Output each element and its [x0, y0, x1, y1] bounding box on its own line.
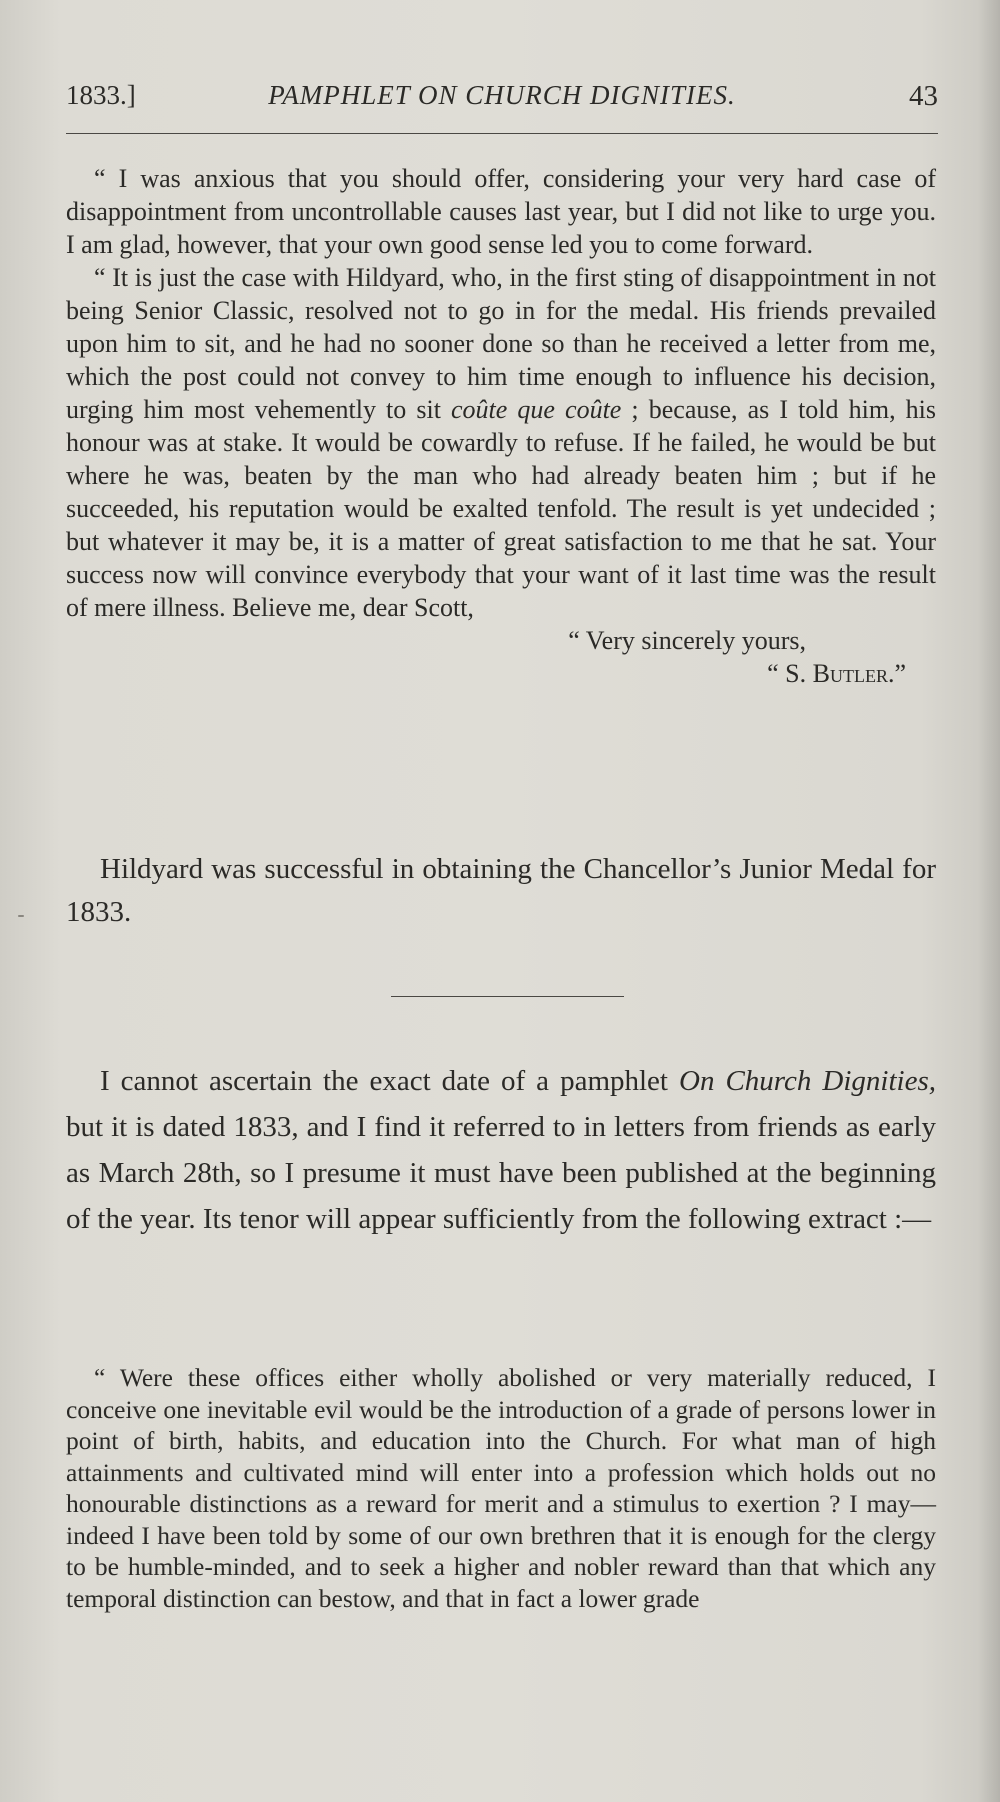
narrative-text-part: I cannot ascertain the exact date of a pamphlet — [100, 1065, 679, 1097]
extract-text: “ Were these offices either wholly abolished or very materially reduced, I conceive one inevitable evil would be the introduction of a grade of persons lower in point of birth, habits, and education into the Church. For what man of high attainments and cultivated mind will enter into a profession which holds out no honourable distinctions as a reward for merit and a stimulus to exertion ? I may—indeed I have been told by some of our own brethren that it is enough for the clergy to be humble-minded, and to seek a higher and nobler reward than that which any temporal distinction can bestow, and that in fact a lower grade — [66, 1363, 936, 1613]
header-date: 1833.] — [66, 80, 136, 110]
pamphlet-title: On Church Dignities, — [679, 1065, 936, 1097]
page-header — [66, 80, 938, 120]
running-head: PAMPHLET ON CHURCH DIGNITIES. — [268, 80, 736, 110]
letter-text: ; because, as I told him, his honour was at stake. It would be cowardly to refuse. If he failed, he would be but where he was, beaten by the man who had already beaten him ; but if he succeeded, his reputation would be exalted tenfold. The result is yet undecided ; but whatever it may be, it is a matter of great satisfaction to me that he sat. Your success now will convince everybody that your want of it last time was the result of mere illness. Believe me, dear Scott, — [66, 395, 936, 622]
page-edge-shadow — [978, 0, 1000, 1802]
letter-italic-phrase: coûte que coûte — [451, 395, 622, 424]
quoted-letter — [66, 162, 936, 690]
page-number: 43 — [909, 80, 938, 112]
letter-paragraph: “ I was anxious that you should offer, considering your very hard case of disappointment from uncontrollable causes last year, but I did not like to urge you. I am glad, however, that your own good sense led you to come forward. — [66, 164, 936, 259]
letter-text: “ It is just the case with Hildyard, who, in the first sting of disappointment in not being Senior Classic, resolved not to go in for the medal. His friends prevailed upon him to sit, and he had no sooner done so than he received a letter from me, which the post could not convey to him time enough to influence his decision, urging him most vehemently to sit — [66, 263, 936, 424]
letter-closing — [66, 624, 936, 690]
letter-paragraph — [66, 261, 936, 624]
narrative-text: Hildyard was successful in obtaining the Chancellor’s Junior Medal for 1833. — [66, 853, 936, 928]
narrative-paragraph — [66, 848, 936, 934]
section-divider — [391, 996, 624, 997]
narrative-text-part: but it is dated 1833, and I find it referred to in letters from friends as early as March 28th, so I presume it must have been published at the beginning of the year. Its tenor will appear sufficiently from the following extract :— — [66, 1111, 936, 1235]
letter-signature: “ S. Butler.” — [767, 659, 906, 688]
header-rule — [66, 133, 938, 134]
letter-valediction: “ Very sincerely yours, — [568, 626, 806, 655]
narrative-text — [66, 1058, 936, 1242]
narrative-paragraph — [66, 1058, 936, 1242]
pencil-mark — [18, 915, 24, 917]
pamphlet-extract — [66, 1362, 936, 1614]
